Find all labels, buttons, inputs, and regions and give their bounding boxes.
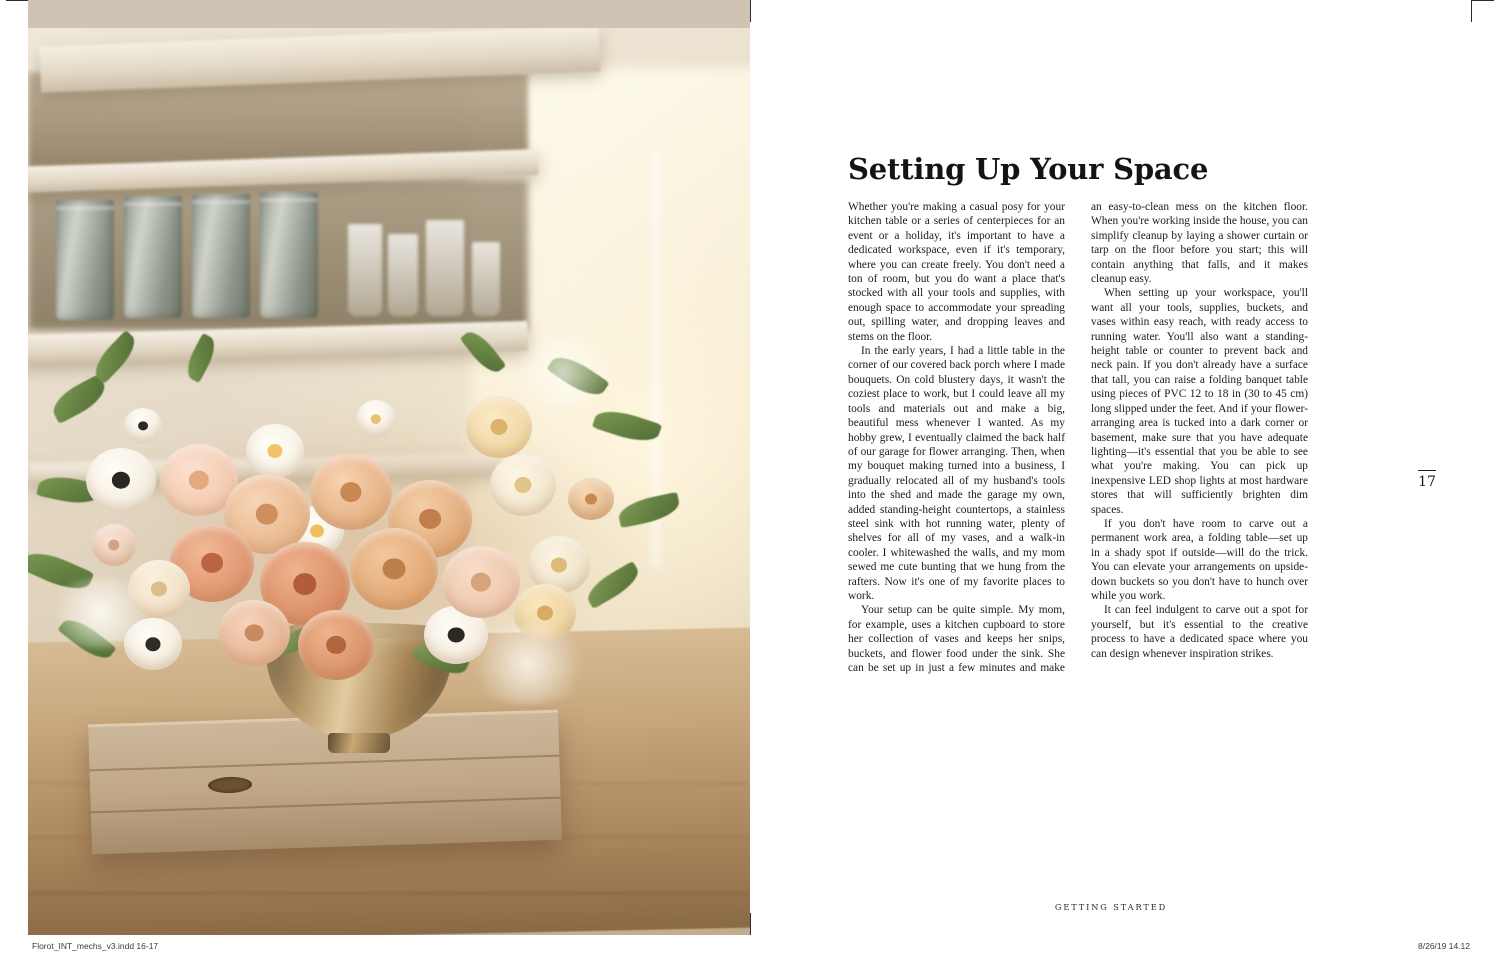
- glass-vase: [472, 242, 500, 316]
- coral-rose: [298, 610, 374, 680]
- flower-center: [490, 419, 507, 435]
- foliage-leaf: [592, 404, 662, 447]
- foliage-leaf: [88, 330, 141, 384]
- paragraph: In the early years, I had a little table in the corner of our covered back porch where I made bouquets. On cold blustery days, it wasn't the coziest place to work, but I could leave all my tools and materials out and make a big, beautiful mess whenever I wanted. As my hobby grew, I eventually claimed the back half of our garage for flower arranging. Then, when my bouquet making turned into a business, I gradually relocated all of my husband's tools into the shed and made the garage my own, added standing-height countertops, a stainless steel sink with hot running water, plenty of shelves for all of my vases, and a walk-in cooler. I whitewashed the walls, and my mom sewed me cute bunting that we hung from the rafters. Now it's one of my favorite places to work.: [848, 345, 1065, 602]
- peach-garden-rose: [310, 454, 392, 530]
- flower-center: [256, 504, 278, 525]
- glass-vase: [388, 234, 418, 316]
- paragraph: It can feel indulgent to carve out a spot for yourself, but it's essential to the creative process to have a dedicated space where you can design whenever inspiration strikes.: [1091, 604, 1308, 660]
- article-body: [848, 152, 1308, 675]
- cream-rose: [490, 454, 556, 516]
- folio: [1418, 470, 1436, 490]
- paragraph: Whether you're making a casual posy for your kitchen table or a series of centerpieces for an event or a holiday, it's important to have a dedicated workspace, even if it's temporary, where you can create freely. You don't need a ton of room, but you do want a place that's stocked with all your tools and supplies, with enough space to accommodate your spreading out, spilling water, and dropping leaves and stems on the floor.: [848, 201, 1065, 343]
- flower-center: [151, 581, 167, 596]
- blush-ranunculus: [442, 546, 520, 618]
- flower-center: [189, 471, 209, 490]
- butter-yellow-rose: [466, 396, 532, 458]
- flower-center: [201, 553, 223, 573]
- white-narcissus: [246, 424, 304, 478]
- paragraph: Your setup can be quite simple. My mom, for example, uses a kitchen cupboard to store her collection of vases and keeps her snips, buckets, and flower food under the sink. She can be set up in just a few minutes and make an easy-to-clean mess on the kitchen floor. When you're working inside the house, you can simplify cleanup by laying a shower curtain or tarp on the floor before you start; this will contain anything that falls, and it makes cleanup easy.: [848, 201, 1308, 674]
- flower-center: [112, 472, 130, 489]
- page-title: Setting Up Your Space: [848, 152, 1209, 186]
- flower-center: [383, 558, 406, 579]
- running-footer: GETTING STARTED: [1054, 902, 1168, 912]
- metal-bucket: [192, 194, 250, 318]
- spirea-spray: [458, 624, 598, 704]
- slug-timestamp: 8/26/19 14.12: [1418, 941, 1470, 951]
- flower-center: [419, 509, 441, 529]
- folio-rule: [1418, 470, 1436, 471]
- glass-vase: [348, 224, 382, 316]
- small-apricot-bud: [568, 478, 614, 520]
- crate-plank-seam: [91, 797, 561, 814]
- flower-center: [138, 421, 148, 430]
- small-white-bud: [124, 408, 162, 444]
- foliage-leaf: [181, 333, 220, 383]
- flower-center: [371, 414, 381, 424]
- spirea-spray: [40, 578, 160, 648]
- metal-bucket: [124, 196, 182, 318]
- flower-center: [245, 624, 264, 641]
- flower-center: [108, 540, 119, 551]
- left-page: [28, 0, 750, 935]
- small-blush-bud: [92, 524, 136, 566]
- table-grain-line: [28, 892, 750, 895]
- apricot-garden-rose: [350, 528, 438, 610]
- slug-filename: Florot_INT_mechs_v3.indd 16-17: [32, 941, 159, 951]
- flower-center: [326, 636, 346, 654]
- flower-center: [537, 605, 553, 620]
- two-column-text: [848, 200, 1308, 675]
- spirea-spray: [498, 338, 628, 408]
- small-white-bud: [356, 400, 396, 438]
- metal-bucket: [56, 200, 114, 320]
- metal-bucket: [260, 192, 318, 318]
- right-page: [750, 0, 1472, 935]
- flower-center: [145, 637, 160, 651]
- flower-center: [448, 627, 465, 642]
- glass-vase: [426, 220, 464, 316]
- bouquet-photograph: [28, 28, 750, 935]
- flower-center: [551, 557, 567, 572]
- flower-center: [267, 444, 282, 458]
- white-anemone: [86, 448, 156, 512]
- flower-center: [310, 525, 324, 538]
- flower-center: [514, 477, 531, 493]
- flower-center: [471, 573, 491, 592]
- paragraph: When setting up your workspace, you'll want all your tools, supplies, buckets, and vases within easy reach, with ready access to running water. You'll also want a standing-height table or counter to prevent back and neck pain. If you don't already have a surface that tall, you can raise a folding banquet table using pieces of PVC 12 to 18 in (30 to 45 cm) long slipped under the feet. And if your flower-arranging area is tucked into a dark corner or basement, make sure that you have adequate lighting—it's essential that you be able to see what you're making. You can pick up inexpensive LED shop lights at most hardware stores that will sufficiently brighten dim spaces.: [1091, 287, 1308, 516]
- crate-knothole: [208, 776, 252, 793]
- flower-center: [585, 494, 597, 505]
- flower-bouquet: [28, 328, 750, 778]
- flower-center: [293, 573, 316, 595]
- flower-center: [340, 482, 361, 502]
- blush-rose: [218, 600, 290, 666]
- page-number: 17: [1418, 474, 1436, 490]
- paragraph: If you don't have room to carve out a permanent work area, a folding table—set up in a shady spot if outside—will do the trick. You can elevate your arrangements on upside-down buckets so you don't have to hunch over while you work.: [1091, 517, 1308, 602]
